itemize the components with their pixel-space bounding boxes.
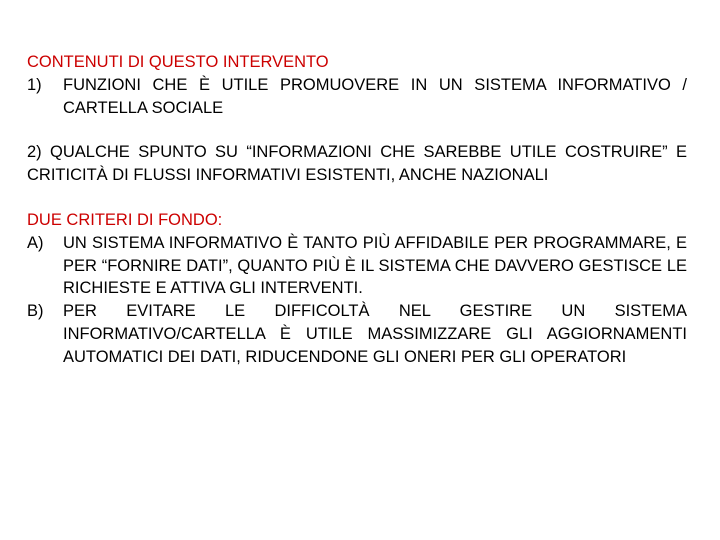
list-marker-a: A) xyxy=(27,233,44,252)
list-text-b: PER EVITARE LE DIFFICOLTÀ NEL GESTIRE UN SISTEMA INFORMATIVO/CARTELLA È UTILE MASSIMIZZARE GLI AGGIORNAMENTI AUTOMATICI DEI DATI, RIDUCENDONE GLI ONERI PER GLI OPERATORI xyxy=(63,302,687,366)
list-item-2: 2) QUALCHE SPUNTO SU “INFORMAZIONI CHE SAREBBE UTILE COSTRUIRE” E CRITICITÀ DI FLUSSI INFORMATIVI ESISTENTI, ANCHE NAZIONALI xyxy=(27,143,687,185)
list-text-a: UN SISTEMA INFORMATIVO È TANTO PIÙ AFFIDABILE PER PROGRAMMARE, E PER “FORNIRE DATI”, QUANTO PIÙ È IL SISTEMA CHE DAVVERO GESTISCE LE RICHIESTE E ATTIVA GLI INTERVENTI. xyxy=(63,233,687,298)
list-item-b xyxy=(27,300,687,368)
list-item-a xyxy=(27,232,687,300)
section-heading-criteria: DUE CRITERI DI FONDO: xyxy=(27,210,223,229)
list-marker-1: 1) xyxy=(27,75,42,94)
slide-content xyxy=(27,51,687,369)
list-text-1: FUNZIONI CHE È UTILE PROMUOVERE IN UN SISTEMA INFORMATIVO / CARTELLA SOCIALE xyxy=(63,75,687,117)
list-item-1 xyxy=(27,74,687,120)
spacer xyxy=(27,119,687,141)
spacer xyxy=(27,187,687,209)
section-heading-contents: CONTENUTI DI QUESTO INTERVENTO xyxy=(27,53,329,71)
list-marker-b: B) xyxy=(27,302,44,321)
